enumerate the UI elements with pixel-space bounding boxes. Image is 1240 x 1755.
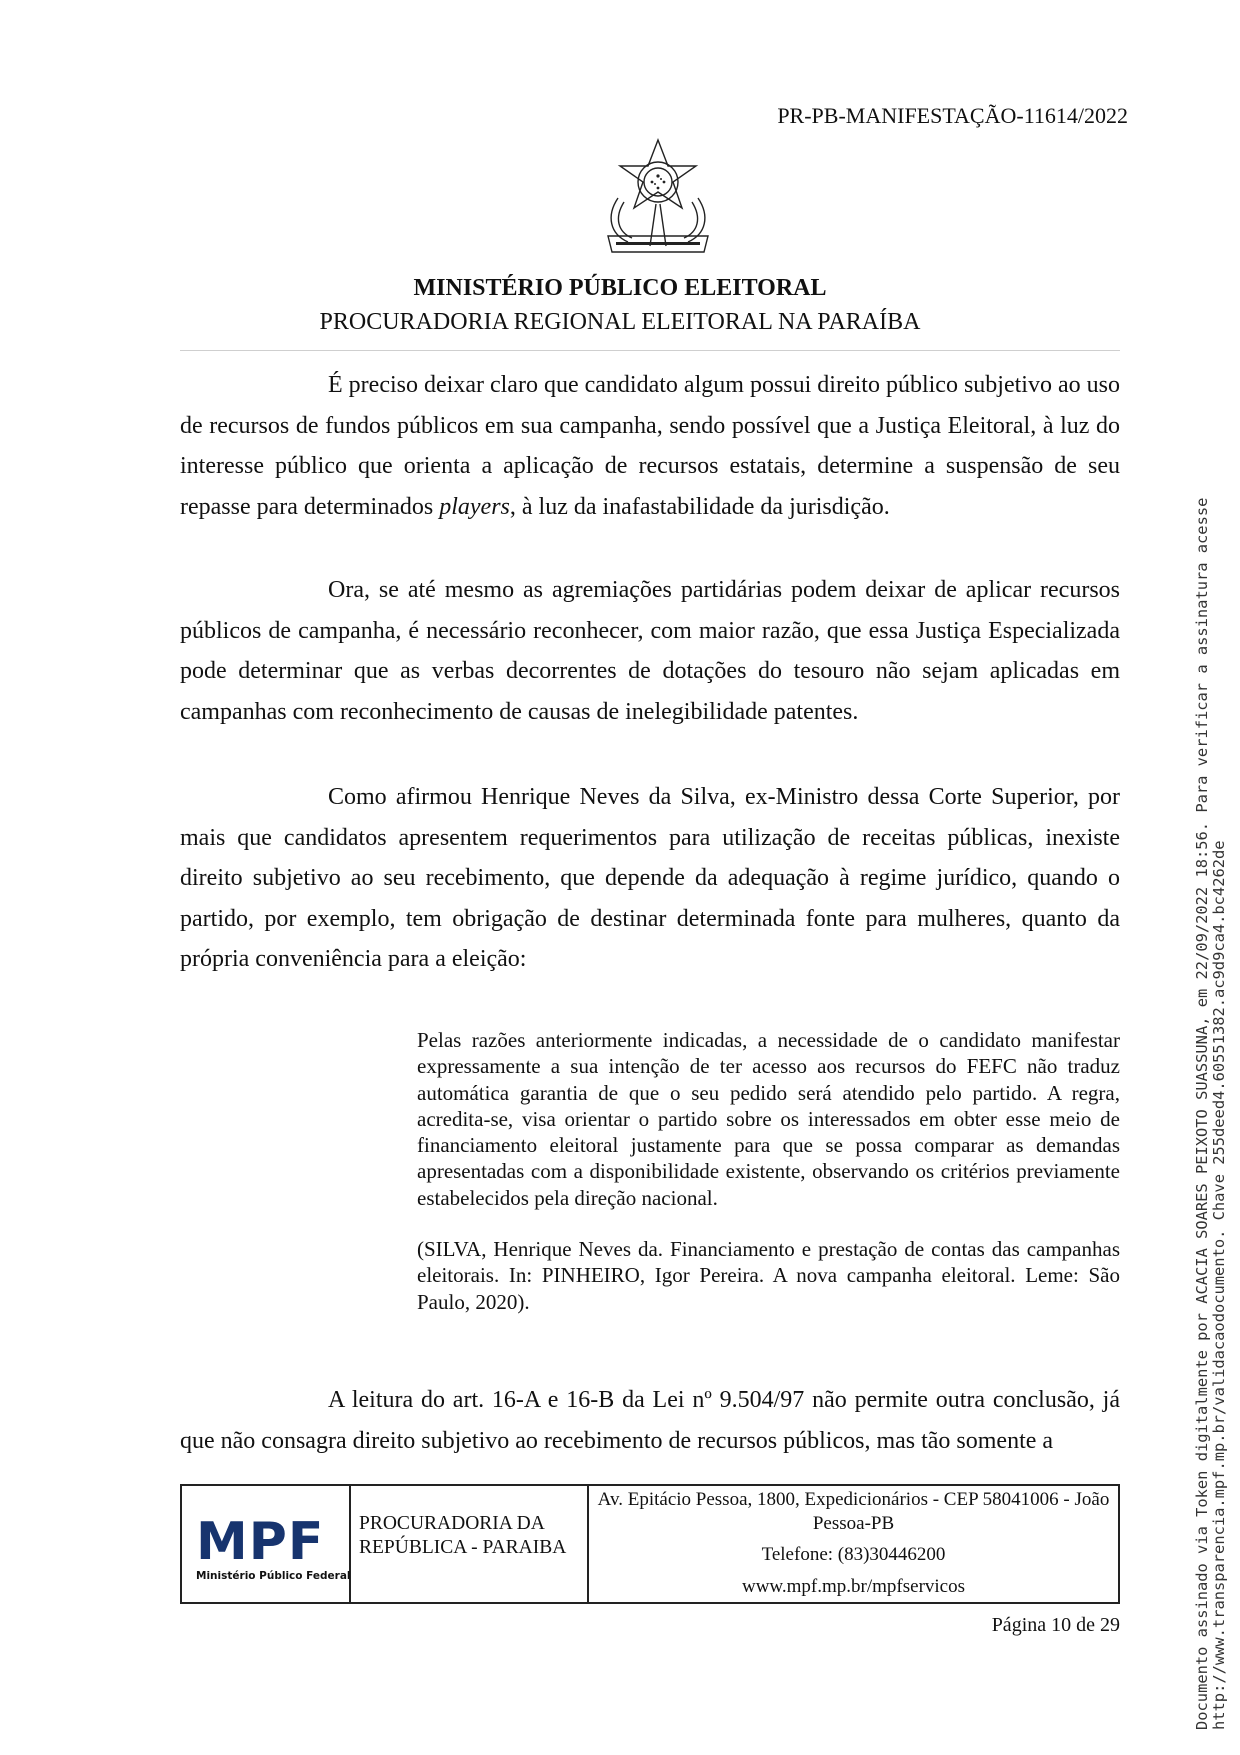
mpf-logo-text: MPF [196,1512,325,1572]
footer-table [180,1484,1120,1604]
mpf-logo [196,1512,351,1582]
quote-citation: (SILVA, Henrique Neves da. Financiamento e prestação de contas das campanhas eleitorais. In: PINHEIRO, Igor Pereira. A nova campanha eleitoral. Leme: São Paulo, 2020). [417,1237,1120,1314]
footer-website[interactable]: www.mpf.mp.br/mpfservicos [741,1576,966,1597]
mpf-logo-subtext: Ministério Público Federal [196,1570,351,1582]
footer-logo-cell [182,1486,351,1602]
footer-contact [589,1486,1118,1602]
footer-phone: Telefone: (83)30446200 [761,1544,946,1565]
block-quote: Pelas razões anteriormente indicadas, a necessidade de o candidato manifestar expressamente a sua intenção de ter acesso aos recursos do FEFC não traduz automática garantia de que o seu pedido será atendido pelo partido. A regra, acredita-se, visa orientar o partido sobre os interessados em obter esse meio de financiamento eleitoral justamente para que se possa comparar as demandas apresentadas com a disponibilidade existente, observando os critérios previamente estabelecidos pela direção nacional. [417,1028,1120,1210]
paragraph-1-text-b: , à luz da inafastabilidade da jurisdição. [509,493,890,520]
paragraph-1 [180,365,1120,527]
brazil-coat-of-arms-icon [598,138,718,260]
paragraph-1-text-a: É preciso deixar claro que candidato algum possui direito público subjetivo ao uso de recursos de fundos públicos em sua campanha, sendo possível que a Justiça Eleitoral, à luz do interesse público que orienta a aplicação de recursos estatais, determine a suspensão de seu repasse para determinados [180,372,1120,520]
paragraph-2: Ora, se até mesmo as agremiações partidárias podem deixar de aplicar recursos públicos de campanha, é necessário reconhecer, com maior razão, que essa Justiça Especializada pode determinar que as verbas decorrentes de dotações do tesouro não sejam aplicadas em campanhas com reconhecimento de causas de inelegibilidade patentes. [180,577,1120,725]
paragraph-1-emphasis: players [439,493,510,520]
footer-office: PROCURADORIA DA REPÚBLICA - PARAIBA [351,1486,589,1602]
signature-verification-note [1194,360,1228,1730]
org-subtitle: PROCURADORIA REGIONAL ELEITORAL NA PARAÍBA [319,309,921,335]
paragraph-4: A leitura do art. 16-A e 16-B da Lei nº 9.504/97 não permite outra conclusão, já que não consagra direito subjetivo ao recebimento de recursos públicos, mas tão somente a [180,1387,1120,1454]
header-divider [180,350,1120,351]
document-id: PR-PB-MANIFESTAÇÃO-11614/2022 [777,103,1128,128]
signature-line-2[interactable]: http://www.transparencia.mpf.mp.br/validacaodocumento. Chave 255deed4.60551382.ac9d9ca4.bc4262de [1210,840,1228,1730]
org-title: MINISTÉRIO PÚBLICO ELEITORAL [413,275,827,301]
signature-line-1: Documento assinado via Token digitalmente por ACACIA SOARES PEIXOTO SUASSUNA, em 22/09/2022 18:56. Para verificar a assinatura acesse [1193,497,1211,1730]
paragraph-3: Como afirmou Henrique Neves da Silva, ex-Ministro dessa Corte Superior, por mais que candidatos apresentem requerimentos para utilização de receitas públicas, inexiste direito subjetivo ao seu recebimento, que depende da adequação à regime jurídico, quando o partido, por exemplo, tem obrigação de destinar determinada fonte para mulheres, quanto da própria conveniência para a eleição: [180,784,1120,972]
page-number: Página 10 de 29 [991,1614,1120,1636]
footer-address: Av. Epitácio Pessoa, 1800, Expedicionários - CEP 58041006 - João Pessoa-PB [597,1489,1110,1534]
